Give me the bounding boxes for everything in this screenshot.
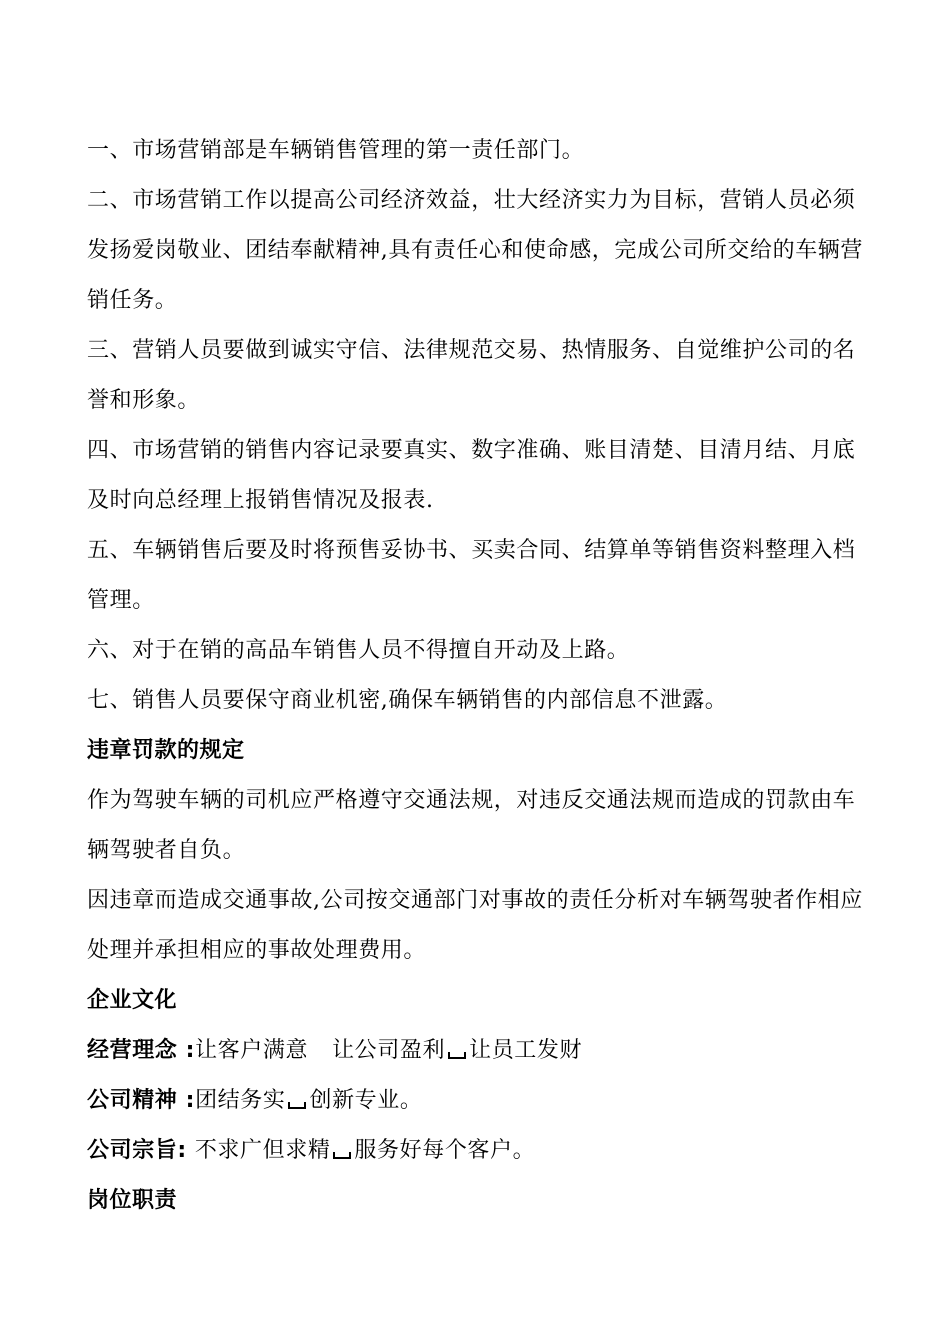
tenet-part: 服务好每个客户。 [354, 1138, 536, 1163]
paragraph-line: 管理。 [87, 588, 155, 613]
paragraph-line: 发扬爱岗敬业、团结奉献精神,具有责任心和使命感，完成公司所交给的车辆营 [87, 238, 863, 263]
document-page [87, 126, 865, 1226]
paragraph-line: 誉和形象。 [87, 388, 201, 413]
paragraph-line: 辆驾驶者自负。 [87, 838, 246, 863]
paragraph-line: 三、营销人员要做到诚实守信、法律规范交易、热情服务、自觉维护公司的名 [87, 338, 856, 363]
paragraph-line: 二、市场营销工作以提高公司经济效益，壮大经济实力为目标，营销人员必须 [87, 188, 856, 213]
paragraph-line: 五、车辆销售后要及时将预售妥协书、买卖合同、结算单等销售资料整理入档 [87, 538, 856, 563]
philosophy-part: 让公司盈利 [332, 1038, 446, 1063]
spirit-line [87, 1076, 865, 1126]
section-heading-penalty: 违章罚款的规定 [87, 738, 245, 763]
section-heading-culture: 企业文化 [87, 988, 178, 1013]
separator-mark [332, 1145, 352, 1159]
paragraph-line: 作为驾驶车辆的司机应严格遵守交通法规，对违反交通法规而造成的罚款由车 [87, 788, 856, 813]
paragraph-line: 因违章而造成交通事故,公司按交通部门对事故的责任分析对车辆驾驶者作相应 [87, 888, 863, 913]
paragraph-line: 六、对于在销的高品车销售人员不得擅自开动及上路。 [87, 638, 630, 663]
philosophy-line [87, 1026, 865, 1076]
tenet-line [87, 1126, 865, 1176]
paragraph-line: 及时向总经理上报销售情况及报表. [87, 488, 434, 513]
spirit-part: 创新专业。 [309, 1088, 423, 1113]
separator-mark [287, 1095, 307, 1109]
tenet-part: 不求广但求精 [194, 1138, 331, 1163]
tenet-label: 公司宗旨: [87, 1138, 187, 1163]
paragraph-line: 处理并承担相应的事故处理费用。 [87, 938, 427, 963]
paragraph-line: 一、市场营销部是车辆销售管理的第一责任部门。 [87, 138, 585, 163]
philosophy-part: 让客户满意 [195, 1038, 309, 1063]
separator-mark [447, 1045, 467, 1059]
philosophy-label: 经营理念 : [87, 1038, 196, 1063]
section-heading-duties: 岗位职责 [87, 1188, 178, 1213]
spirit-label: 公司精神 : [87, 1088, 196, 1113]
paragraph-line: 销任务。 [87, 288, 178, 313]
philosophy-part: 让员工发财 [469, 1038, 583, 1063]
spirit-part: 团结务实 [195, 1088, 286, 1113]
paragraph-line: 四、市场营销的销售内容记录要真实、数字准确、账目清楚、目清月结、月底 [87, 438, 856, 463]
paragraph-line: 七、销售人员要保守商业机密,确保车辆销售的内部信息不泄露。 [87, 688, 728, 713]
